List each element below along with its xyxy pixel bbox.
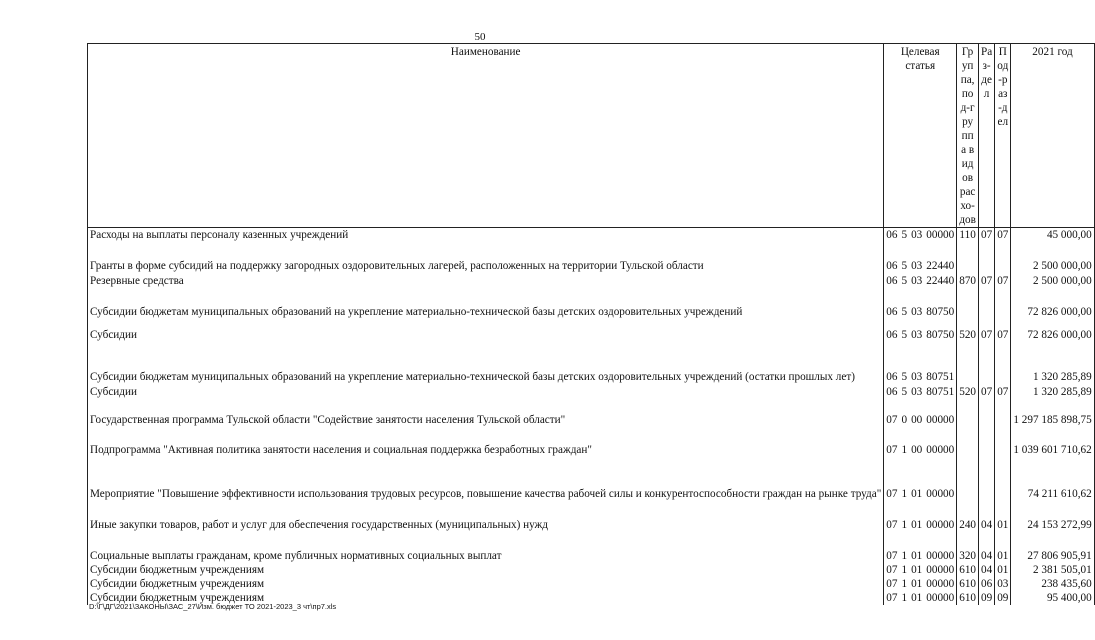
section-code <box>979 399 995 427</box>
target-code-4: 80751 <box>924 384 956 399</box>
subsection-code: 03 <box>995 577 1011 591</box>
target-code-4: 80751 <box>924 342 956 384</box>
subsection-code: 01 <box>995 563 1011 577</box>
target-code-2: 5 <box>901 386 908 398</box>
target-code-1: 06 <box>884 319 900 342</box>
target-code-4: 22440 <box>924 242 956 273</box>
section-code: 07 <box>979 319 995 342</box>
section-code <box>979 342 995 384</box>
row-name: Субсидии <box>88 319 884 342</box>
target-code-3: 03 <box>911 229 923 241</box>
section-code <box>979 427 995 457</box>
expense-group: 520 <box>957 319 979 342</box>
table-header <box>88 44 1095 228</box>
target-code-3: 03 <box>911 386 923 398</box>
section-code: 04 <box>979 501 995 532</box>
subsection-code: 07 <box>995 273 1011 288</box>
row-name: Социальные выплаты гражданам, кроме публичных нормативных социальных выплат <box>88 532 884 563</box>
target-code-2: 1 <box>901 444 908 456</box>
table-row <box>88 273 1095 288</box>
target-code-1: 07 <box>884 427 900 457</box>
section-code: 07 <box>979 273 995 288</box>
expense-group <box>957 427 979 457</box>
header-section-text: Раз-дел <box>981 46 993 100</box>
row-name: Гранты в форме субсидий на поддержку загородных оздоровительных лагерей, расположенных на территории Тульской области <box>88 242 884 273</box>
subsection-code <box>995 457 1011 501</box>
subsection-code <box>995 342 1011 384</box>
target-code-2: 0 <box>901 414 908 426</box>
target-code-4: 00000 <box>924 563 956 577</box>
target-code-1: 07 <box>884 563 900 577</box>
expense-group: 870 <box>957 273 979 288</box>
header-target-article: Целевая статья <box>884 44 957 228</box>
amount-2021: 95 400,00 <box>1011 591 1094 605</box>
table-row <box>88 532 1095 563</box>
target-code-3: 01 <box>911 578 923 590</box>
target-code-2: 5 <box>901 229 908 241</box>
target-code-3: 03 <box>911 329 923 341</box>
target-code-3: 00 <box>911 444 923 456</box>
section-code <box>979 242 995 273</box>
table-row <box>88 288 1095 319</box>
expense-group <box>957 242 979 273</box>
header-year: 2021 год <box>1011 44 1094 228</box>
page-number: 50 <box>474 31 486 43</box>
subsection-code: 07 <box>995 384 1011 399</box>
section-code: 07 <box>979 228 995 243</box>
target-code-3: 01 <box>911 488 923 500</box>
expense-group: 110 <box>957 228 979 243</box>
amount-2021: 2 381 505,01 <box>1011 563 1094 577</box>
target-code-1: 06 <box>884 228 900 243</box>
header-name: Наименование <box>88 44 884 228</box>
row-name: Субсидии бюджетным учреждениям <box>88 577 884 591</box>
target-code-3: 01 <box>911 564 923 576</box>
target-code-4: 00000 <box>924 501 956 532</box>
row-name: Резервные средства <box>88 273 884 288</box>
target-code-3: 03 <box>911 275 923 287</box>
table-row <box>88 384 1095 399</box>
amount-2021: 1 039 601 710,62 <box>1011 427 1094 457</box>
expense-group <box>957 457 979 501</box>
row-name: Субсидии бюджетам муниципальных образований на укрепление материально-технической базы детских оздоровительных учреждений (остатки прошлых лет) <box>88 342 884 384</box>
subsection-code <box>995 399 1011 427</box>
row-name: Субсидии бюджетным учреждениям <box>88 591 884 605</box>
target-code-2: 1 <box>901 550 908 562</box>
amount-2021: 1 297 185 898,75 <box>1011 399 1094 427</box>
subsection-code <box>995 242 1011 273</box>
header-subsection-text: Под-раз-дел <box>997 46 1009 128</box>
header-expense-group-text: Группа, под-группа видов расхо-дов <box>959 46 976 226</box>
expense-group: 320 <box>957 532 979 563</box>
target-code-4: 00000 <box>924 532 956 563</box>
section-code: 04 <box>979 563 995 577</box>
row-name: Мероприятие "Повышение эффективности использования трудовых ресурсов, повышение качества рабочей силы и конкурентоспособности граждан на рынке труда" <box>88 457 884 501</box>
target-code-3: 03 <box>911 306 923 318</box>
budget-table <box>87 43 1095 605</box>
subsection-code: 07 <box>995 228 1011 243</box>
target-code-2: 1 <box>901 578 908 590</box>
target-code-1: 07 <box>884 399 900 427</box>
section-code <box>979 288 995 319</box>
target-code-4: 22440 <box>924 273 956 288</box>
header-expense-group <box>957 44 979 228</box>
table-body <box>88 228 1095 606</box>
expense-group: 610 <box>957 591 979 605</box>
subsection-code <box>995 427 1011 457</box>
table-row <box>88 563 1095 577</box>
amount-2021: 2 500 000,00 <box>1011 273 1094 288</box>
expense-group <box>957 288 979 319</box>
amount-2021: 27 806 905,91 <box>1011 532 1094 563</box>
header-subsection <box>995 44 1011 228</box>
target-code-3: 03 <box>911 371 923 383</box>
amount-2021: 1 320 285,89 <box>1011 384 1094 399</box>
subsection-code <box>995 288 1011 319</box>
target-code-2: 5 <box>901 275 908 287</box>
target-code-1: 07 <box>884 532 900 563</box>
row-name: Государственная программа Тульской области "Содействие занятости населения Тульской области" <box>88 399 884 427</box>
row-name: Субсидии <box>88 384 884 399</box>
target-code-2: 5 <box>901 329 908 341</box>
expense-group: 520 <box>957 384 979 399</box>
expense-group <box>957 399 979 427</box>
subsection-code: 01 <box>995 532 1011 563</box>
target-code-1: 07 <box>884 591 900 605</box>
target-code-2: 1 <box>901 564 908 576</box>
footer-file-path: D:\Г\ДГ\2021\ЗАКОНЫ\ЗАС_27\Изм. бюджет ТО 2021-2023_3 чт\пр7.xls <box>89 602 337 611</box>
target-code-2: 5 <box>901 306 908 318</box>
table-row <box>88 501 1095 532</box>
expense-group <box>957 342 979 384</box>
subsection-code: 09 <box>995 591 1011 605</box>
target-code-2: 1 <box>901 519 908 531</box>
target-code-2: 5 <box>901 260 908 272</box>
section-code <box>979 457 995 501</box>
target-code-1: 06 <box>884 288 900 319</box>
amount-2021: 45 000,00 <box>1011 228 1094 243</box>
target-code-2: 1 <box>901 488 908 500</box>
target-code-1: 06 <box>884 342 900 384</box>
expense-group: 610 <box>957 577 979 591</box>
target-code-1: 07 <box>884 457 900 501</box>
target-code-3: 01 <box>911 592 923 604</box>
expense-group: 610 <box>957 563 979 577</box>
expense-group: 240 <box>957 501 979 532</box>
target-code-4: 80750 <box>924 319 956 342</box>
section-code: 07 <box>979 384 995 399</box>
row-name: Субсидии бюджетам муниципальных образований на укрепление материально-технической базы детских оздоровительных учреждений <box>88 288 884 319</box>
row-name: Подпрограмма "Активная политика занятости населения и социальная поддержка безработных граждан" <box>88 427 884 457</box>
amount-2021: 74 211 610,62 <box>1011 457 1094 501</box>
target-code-4: 00000 <box>924 399 956 427</box>
amount-2021: 24 153 272,99 <box>1011 501 1094 532</box>
target-code-4: 00000 <box>924 228 956 243</box>
target-code-1: 07 <box>884 577 900 591</box>
target-code-1: 06 <box>884 242 900 273</box>
target-code-3: 00 <box>911 414 923 426</box>
subsection-code: 01 <box>995 501 1011 532</box>
row-name: Субсидии бюджетным учреждениям <box>88 563 884 577</box>
target-code-3: 03 <box>911 260 923 272</box>
target-code-3: 01 <box>911 519 923 531</box>
table-row <box>88 242 1095 273</box>
header-section <box>979 44 995 228</box>
table-row <box>88 319 1095 342</box>
target-code-1: 07 <box>884 501 900 532</box>
target-code-1: 06 <box>884 273 900 288</box>
section-code: 06 <box>979 577 995 591</box>
amount-2021: 238 435,60 <box>1011 577 1094 591</box>
target-code-4: 00000 <box>924 591 956 605</box>
subsection-code: 07 <box>995 319 1011 342</box>
target-code-4: 80750 <box>924 288 956 319</box>
amount-2021: 72 826 000,00 <box>1011 288 1094 319</box>
table-row <box>88 457 1095 501</box>
table-row <box>88 399 1095 427</box>
table-row <box>88 577 1095 591</box>
table-row <box>88 427 1095 457</box>
target-code-1: 06 <box>884 384 900 399</box>
amount-2021: 1 320 285,89 <box>1011 342 1094 384</box>
target-code-2: 5 <box>901 371 908 383</box>
target-code-4: 00000 <box>924 577 956 591</box>
row-name: Расходы на выплаты персоналу казенных учреждений <box>88 228 884 243</box>
section-code: 04 <box>979 532 995 563</box>
amount-2021: 72 826 000,00 <box>1011 319 1094 342</box>
amount-2021: 2 500 000,00 <box>1011 242 1094 273</box>
table-row <box>88 342 1095 384</box>
target-code-2: 1 <box>901 592 908 604</box>
target-code-4: 00000 <box>924 427 956 457</box>
target-code-3: 01 <box>911 550 923 562</box>
row-name: Иные закупки товаров, работ и услуг для обеспечения государственных (муниципальных) нужд <box>88 501 884 532</box>
table-row <box>88 228 1095 243</box>
target-code-4: 00000 <box>924 457 956 501</box>
section-code: 09 <box>979 591 995 605</box>
